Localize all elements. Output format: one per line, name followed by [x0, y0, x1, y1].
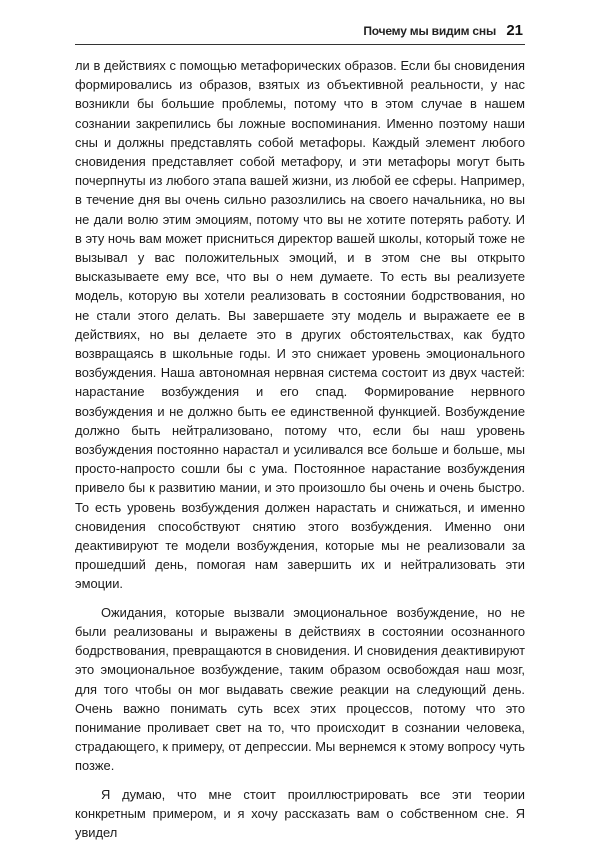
paragraph: Я думаю, что мне стоит проиллюстрировать все эти теории конкретным примером, и я хочу рассказать вам о собственном сне. Я увидел — [75, 786, 525, 840]
paragraph: Ожидания, которые вызвали эмоциональное возбуждение, но не были реализованы и выражены в действиях в состоянии осознанного бодрствования, превращаются в сновидения. И сновидения деактивируют это эмоциональное возбуждение, таким образом освобождая наш мозг, для того чтобы он мог выдавать свежие реакции на следующий день. Очень важно понимать суть всех этих процессов, потому что это понимание проливает свет на то, что происходит в сознании человека, страдающего, к примеру, от депрессии. Мы вернемся к этому вопросу чуть позже. — [75, 604, 525, 774]
paragraph-continued: ли в действиях с помощью метафорических образов. Если бы сновидения формировались из образов, взятых из объективной реальности, у нас возникли бы большие проблемы, потому что в этом случае в нашем сознании закрепились бы ложные воспоминания. Именно поэтому наши сны и должны представлять собой метафоры. Каждый элемент любого сновидения представляет собой метафору, и эти метафоры могут быть почерпнуты из любого этапа вашей жизни, из любой ее сферы. Например, в течение дня вы очень сильно разозлились на своего начальника, но вы не дали волю этим эмоциям, потому что вы не хотите потерять работу. И в эту ночь вам может присниться директор вашей школы, который тоже не вызывал у вас положительных эмоций, и в этом сне вы открыто высказываете ему все, что вы о нем думаете. То есть вы реализуете модель, которую вы хотели реализовать в состоянии бодрствования, но не стали этого делать. Вы завершаете эту модель и выражаете ее в действиях, но вы делаете это в других обстоятельствах, как будто возвращаясь в школьные годы. И это снижает уровень эмоционального возбуждения. Наша автономная нервная система состоит из двух частей: нарастание возбуждения и его спад. Формирование нервного возбуждения и не должно быть ее единственной функцией. Возбуждение должно быть нейтрализовано, потому что, если бы наш уровень возбуждения постоянно нарастал и усиливался все больше и больше, мы просто-напросто сошли бы с ума. Постоянное нарастание возбуждения привело бы к развитию мании, и это произошло бы очень и очень быстро. То есть уровень возбуждения должен нарастать и снижаться, и именно сновидения способствуют снятию этого возбуждения. Именно они деактивируют те модели возбуждения, которые мы не реализовали за прошедший день, помогая нам завершить их и нейтрализовать эти эмоции. — [75, 58, 525, 592]
header-rule — [75, 44, 525, 45]
body-text — [75, 56, 525, 842]
page-number: 21 — [506, 22, 523, 39]
running-title: Почему мы видим сны — [363, 24, 496, 38]
page-header — [0, 0, 600, 52]
